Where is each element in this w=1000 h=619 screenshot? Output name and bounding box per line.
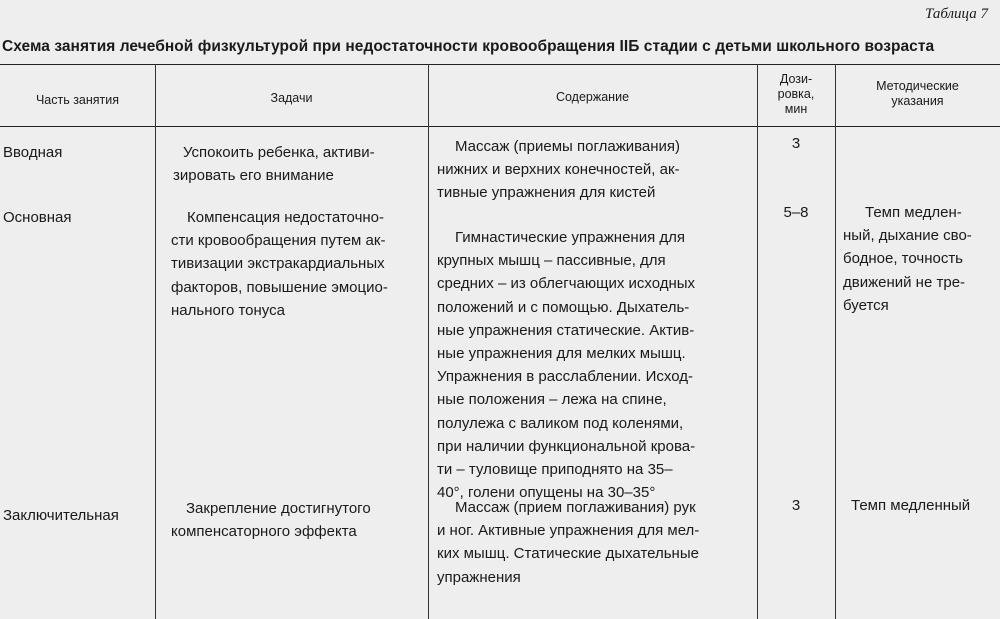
top-rule <box>0 64 1000 65</box>
text-line: движений не тре- <box>843 273 966 291</box>
text-line: факторов, повышение эмоцио- <box>171 278 388 296</box>
text-line: Компенсация недостаточно- <box>187 209 384 226</box>
text-line: при наличии функциональной крова- <box>437 437 696 455</box>
row-part: Основная <box>3 209 72 226</box>
text-line: ти – туловище приподнято на 35– <box>437 461 673 479</box>
text-line: зировать его внимание <box>173 167 334 185</box>
header-dosage <box>757 72 835 117</box>
text-line: тивные упражнения для кистей <box>437 184 656 202</box>
text-line: компенсаторного эффекта <box>171 523 357 541</box>
row-content <box>437 135 749 205</box>
text-line: нального тонуса <box>171 301 285 319</box>
col-divider <box>835 64 836 619</box>
row-dosage: 3 <box>791 135 801 152</box>
header-dosage-line: мин <box>784 102 808 116</box>
row-dosage: 5–8 <box>783 204 809 221</box>
table-title: Схема занятия лечебной физкультурой при недостаточности кровообращения IIБ стадии с детьми школьного возраста <box>2 38 935 55</box>
row-content <box>437 226 749 504</box>
text-line: Успокоить ребенка, активи- <box>183 144 375 161</box>
row-content <box>437 496 749 589</box>
text-line: сти кровообращения путем ак- <box>171 232 386 250</box>
header-method <box>835 79 1000 109</box>
row-tasks <box>173 141 420 187</box>
text-line: полулежа с валиком под коленями, <box>437 414 684 432</box>
text-line: упражнения <box>437 568 521 586</box>
col-divider <box>155 64 156 619</box>
row-method <box>843 494 998 517</box>
text-line: ный, дыхание сво- <box>843 227 972 245</box>
header-method-line: Методические <box>876 79 959 93</box>
text-line: ные упражнения для мелких мышц. <box>437 345 686 363</box>
header-content: Содержание <box>555 90 630 104</box>
text-line: Темп медлен- <box>865 204 962 221</box>
text-line: бодное, точность <box>843 250 963 268</box>
header-dosage-line: Дози- <box>779 72 813 86</box>
text-line: Массаж (приемы поглаживания) <box>455 138 681 155</box>
row-method <box>843 201 995 317</box>
text-line: крупных мышц – пассивные, для <box>437 252 666 270</box>
text-line: буется <box>843 296 889 314</box>
row-part: Вводная <box>3 144 63 161</box>
text-line: ные упражнения статические. Актив- <box>437 321 695 339</box>
header-rule <box>0 126 1000 127</box>
row-tasks <box>171 206 422 322</box>
header-tasks: Задачи <box>270 91 313 105</box>
text-line: Закрепление достигнутого <box>186 500 371 517</box>
table-number: Таблица 7 <box>925 6 988 22</box>
text-line: Темп медленный <box>851 497 971 514</box>
text-line: средних – из облегчающих исходных <box>437 275 696 293</box>
row-dosage: 3 <box>791 497 801 514</box>
text-line: ких мышц. Статические дыхательные <box>437 545 699 563</box>
text-line: ные положения – лежа на спине, <box>437 391 667 409</box>
row-tasks <box>171 497 422 543</box>
text-line: и ног. Активные упражнения для мел- <box>437 522 700 540</box>
text-line: Упражнения в расслаблении. Исход- <box>437 368 693 386</box>
text-line: тивизации экстракардиальных <box>171 255 385 273</box>
row-part: Заключительная <box>3 507 119 524</box>
header-part: Часть занятия <box>35 93 120 107</box>
text-line: Гимнастические упражнения для <box>455 229 686 246</box>
text-line: положений и с помощью. Дыхатель- <box>437 298 690 316</box>
text-line: Массаж (прием поглаживания) рук <box>455 499 696 516</box>
col-divider <box>428 64 429 619</box>
text-line: нижних и верхних конечностей, ак- <box>437 161 680 179</box>
text-line: 40°, голени опущены на 30–35° <box>437 484 656 502</box>
header-method-line: указания <box>891 94 944 108</box>
header-dosage-line: ровка, <box>777 87 815 101</box>
